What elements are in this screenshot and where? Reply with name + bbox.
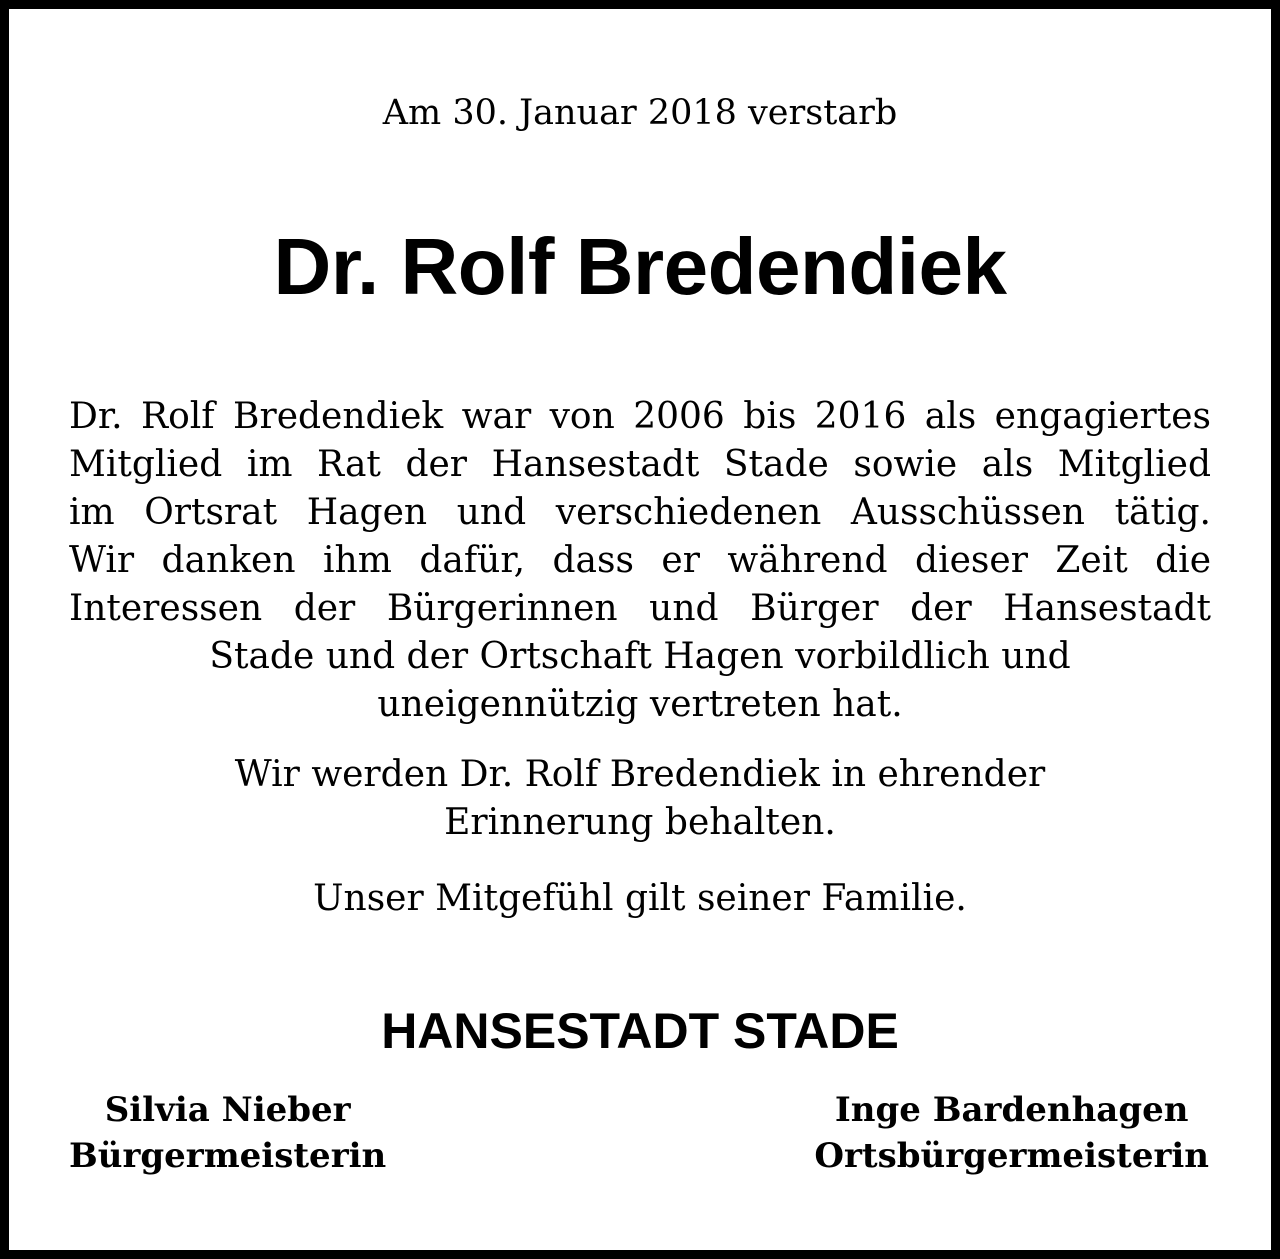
tribute-line-5: Interessen der Bürgerinnen und Bürger der Hansestadt <box>69 588 1211 629</box>
signatory-right-name: Inge Bardenhagen <box>834 1090 1189 1130</box>
deceased-name: Dr. Rolf Bredendiek <box>273 222 1007 311</box>
signatory-left-name: Silvia Nieber <box>104 1090 351 1130</box>
remembrance-line-2: Erinnerung behalten. <box>444 802 836 843</box>
tribute-line-6: Stade und der Ortschaft Hagen vorbildlich und <box>209 636 1071 677</box>
signatory-right <box>814 1087 1209 1179</box>
remembrance-paragraph <box>69 751 1211 847</box>
tribute-line-4: Wir danken ihm dafür, dass er während dieser Zeit die <box>69 540 1211 581</box>
organization-name: HANSESTADT STADE <box>381 1003 899 1059</box>
tribute-paragraph <box>69 393 1211 729</box>
tribute-line-3: im Ortsrat Hagen und verschiedenen Ausschüssen tätig. <box>69 492 1211 533</box>
signatory-right-title: Ortsbürgermeisterin <box>814 1136 1209 1176</box>
tribute-line-7: uneigennützig vertreten hat. <box>377 684 903 725</box>
signatory-left-title: Bürgermeisterin <box>69 1136 387 1176</box>
remembrance-line-1: Wir werden Dr. Rolf Bredendiek in ehrender <box>234 754 1046 795</box>
tribute-line-1: Dr. Rolf Bredendiek war von 2006 bis 2016 als engagiertes <box>69 396 1211 437</box>
signatory-left <box>69 1087 386 1179</box>
tribute-line-2: Mitglied im Rat der Hansestadt Stade sowie als Mitglied <box>69 444 1211 485</box>
condolence-line: Unser Mitgefühl gilt seiner Familie. <box>313 878 967 919</box>
intro-line: Am 30. Januar 2018 verstarb <box>382 93 898 133</box>
condolence-paragraph <box>69 875 1211 923</box>
